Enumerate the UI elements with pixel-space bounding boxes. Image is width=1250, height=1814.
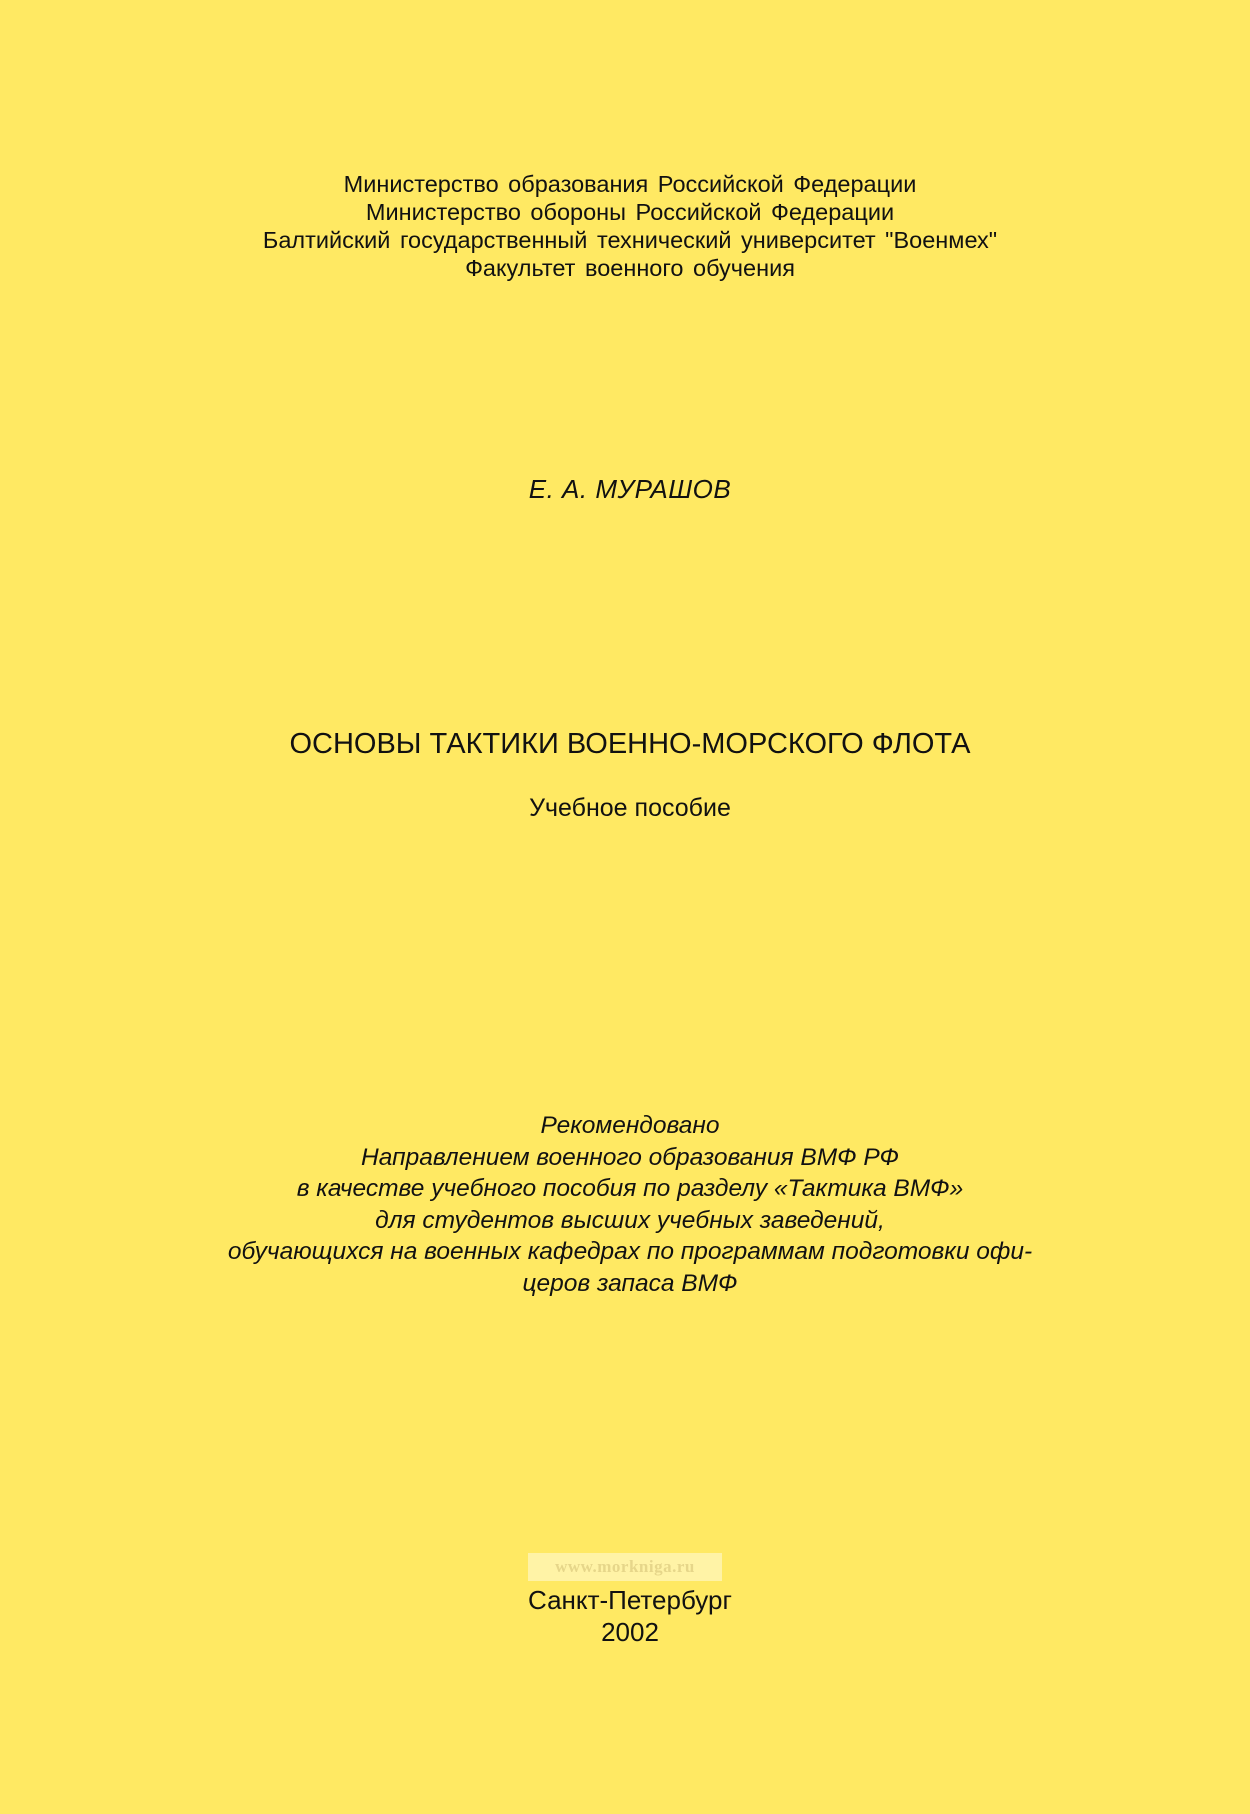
- publication-footer: [0, 1584, 1250, 1648]
- book-subtitle: Учебное пособие: [529, 794, 731, 822]
- header-line-university: Балтийский государственный технический университет "Военмех": [262, 227, 998, 253]
- recommendation-line: Рекомендовано: [540, 1112, 720, 1139]
- publication-city: Санкт-Петербург: [528, 1585, 732, 1615]
- header-line-faculty: Факультет военного обучения: [465, 255, 795, 281]
- recommendation-line: обучающихся на военных кафедрах по программам подготовки офи-: [227, 1238, 1033, 1265]
- recommendation-line: Направлением военного образования ВМФ РФ: [361, 1143, 899, 1171]
- book-title: ОСНОВЫ ТАКТИКИ ВОЕННО-МОРСКОГО ФЛОТА: [289, 728, 971, 760]
- recommendation-line: в качестве учебного пособия по разделу «Тактика ВМФ»: [296, 1175, 964, 1202]
- publication-year: 2002: [601, 1617, 659, 1647]
- header-line-ministry-education: Министерство образования Российской Федерации: [343, 171, 917, 197]
- recommendation-block: [0, 1110, 1250, 1299]
- institution-header: [0, 170, 1250, 282]
- recommendation-line: церов запаса ВМФ: [522, 1269, 738, 1297]
- watermark: www.morkniga.ru: [528, 1553, 722, 1581]
- author-name: Е. А. МУРАШОВ: [528, 474, 732, 504]
- recommendation-line: для студентов высших учебных заведений,: [375, 1206, 885, 1234]
- header-line-ministry-defense: Министерство обороны Российской Федерации: [365, 199, 895, 225]
